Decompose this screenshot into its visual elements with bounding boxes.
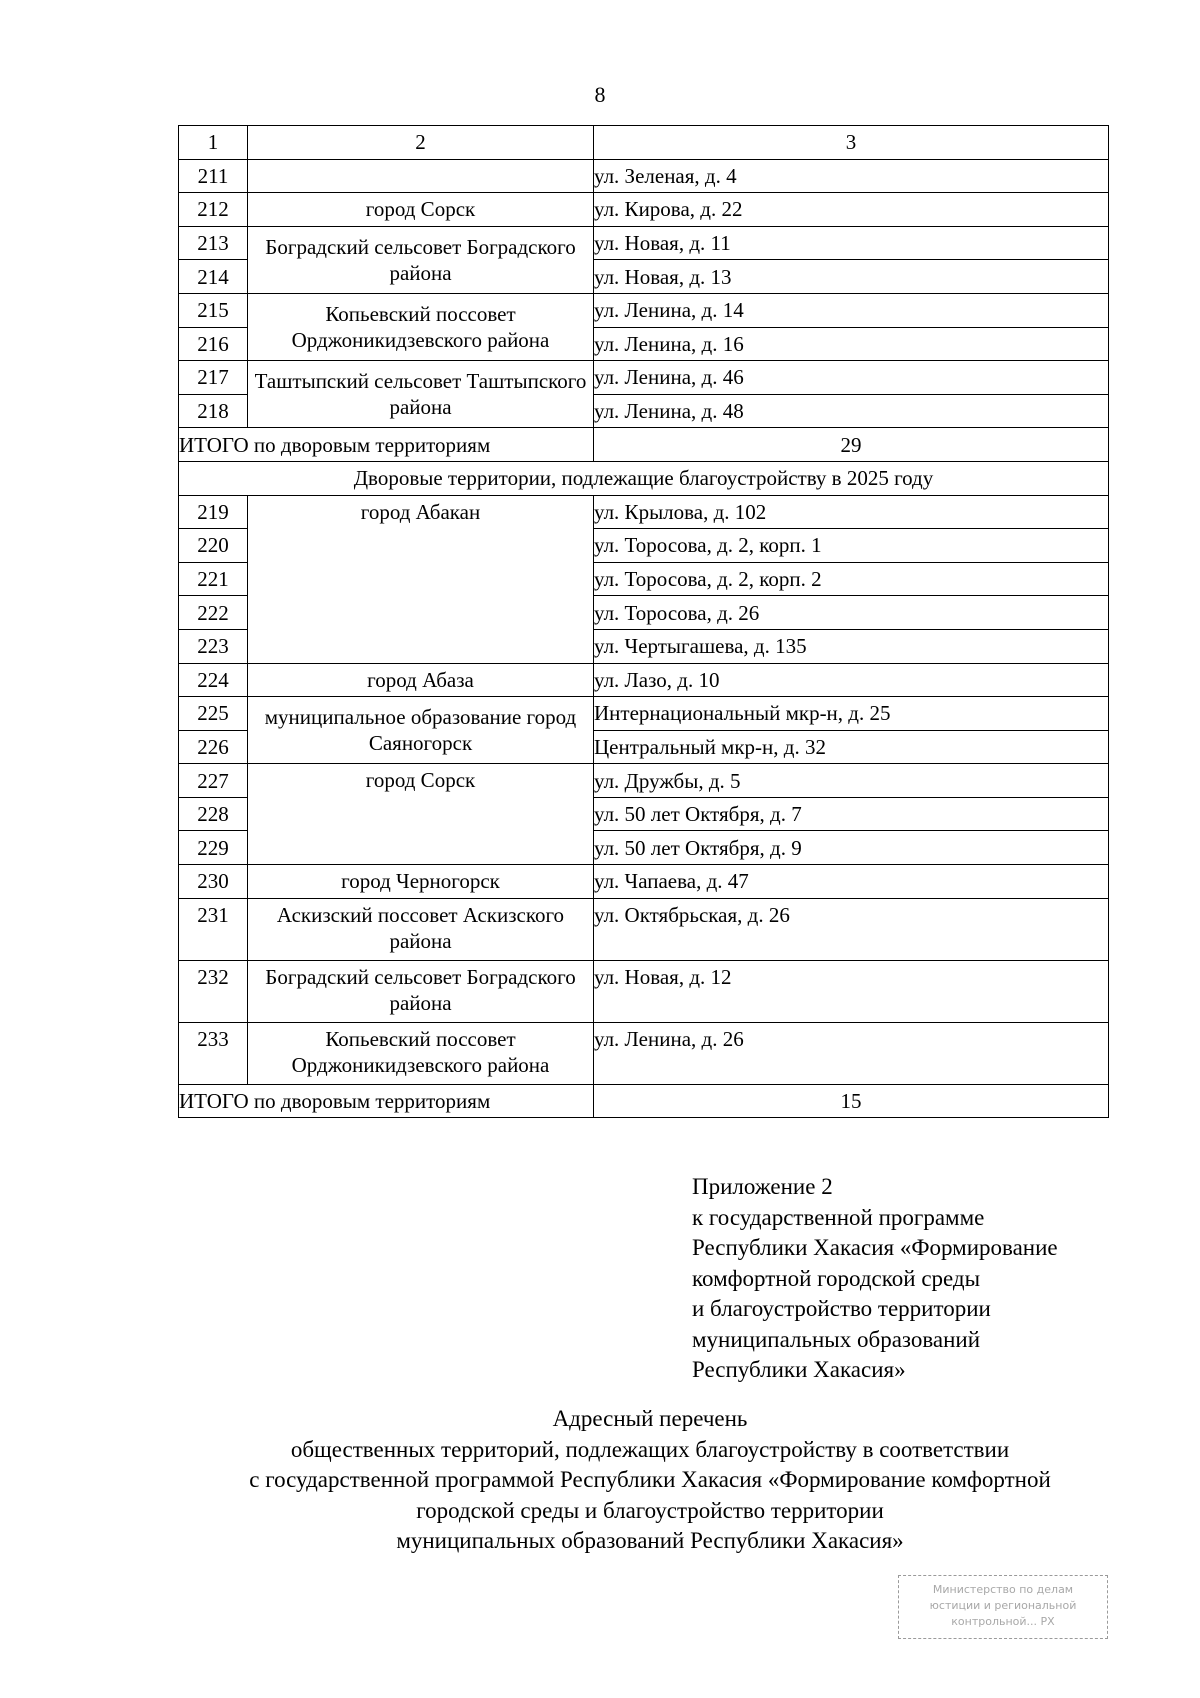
row-number: 230: [179, 865, 248, 899]
table-row: [179, 193, 1109, 227]
row-address: ул. Кирова, д. 22: [594, 193, 1109, 227]
page-number: 8: [594, 82, 606, 107]
total-value: 15: [594, 1084, 1109, 1118]
appendix-line: и благоустройство территории: [692, 1296, 991, 1321]
appendix-line: муниципальных образований: [692, 1326, 981, 1352]
row-address: ул. Новая, д. 12: [594, 960, 1109, 1022]
row-area: город Сорск: [248, 764, 594, 865]
row-address: ул. Торосова, д. 26: [594, 596, 1109, 630]
total-label: ИТОГО по дворовым территориям: [179, 428, 594, 462]
table-row: [179, 1022, 1109, 1084]
section-title: Дворовые территории, подлежащие благоустройству в 2025 году: [179, 461, 1109, 495]
row-area: Копьевский поссовет Орджоникидзевского района: [248, 1022, 594, 1084]
row-number: 221: [179, 562, 248, 596]
row-address: ул. Торосова, д. 2, корп. 2: [594, 562, 1109, 596]
row-address: ул. 50 лет Октября, д. 7: [594, 797, 1109, 831]
row-area: город Сорск: [248, 193, 594, 227]
title-line: Адресный перечень: [552, 1406, 748, 1431]
row-number: 222: [179, 596, 248, 630]
appendix-line: комфортной городской среды: [692, 1265, 981, 1291]
row-number: 215: [179, 293, 248, 327]
row-number: 223: [179, 629, 248, 663]
total-row: [179, 428, 1109, 462]
row-number: 211: [179, 159, 248, 193]
title-line: с государственной программой Республики Хакасия «Формирование комфортной: [249, 1467, 1051, 1492]
row-address: ул. Чапаева, д. 47: [594, 865, 1109, 899]
row-address: Интернациональный мкр-н, д. 25: [594, 697, 1109, 731]
appendix-line: к государственной программе: [692, 1204, 985, 1230]
row-number: 231: [179, 898, 248, 960]
row-area: Боградский сельсовет Боградского района: [248, 960, 594, 1022]
header-col-2: 2: [248, 126, 594, 160]
table-row: [179, 495, 1109, 529]
row-address: ул. Торосова, д. 2, корп. 1: [594, 529, 1109, 563]
row-address: ул. Зеленая, д. 4: [594, 159, 1109, 193]
row-address: ул. Ленина, д. 46: [594, 361, 1109, 395]
table-row: [179, 960, 1109, 1022]
title-line: муниципальных образований Республики Хакасия»: [396, 1528, 904, 1553]
row-address: ул. Октябрьская, д. 26: [594, 898, 1109, 960]
row-area: Копьевский поссовет Орджоникидзевского района: [248, 293, 594, 360]
total-label: ИТОГО по дворовым территориям: [179, 1084, 594, 1118]
row-area: Аскизский поссовет Аскизского района: [248, 898, 594, 960]
row-number: 219: [179, 495, 248, 529]
table-row: [179, 865, 1109, 899]
header-col-1: 1: [179, 126, 248, 160]
total-row: [179, 1084, 1109, 1118]
row-address: ул. Ленина, д. 48: [594, 394, 1109, 428]
appendix-line: Республики Хакасия»: [692, 1357, 906, 1382]
header-col-3: 3: [594, 126, 1109, 160]
document-title: [0, 1404, 1200, 1557]
registration-stamp: [898, 1575, 1108, 1639]
row-address: ул. Ленина, д. 14: [594, 293, 1109, 327]
stamp-line: контрольной... РХ: [951, 1615, 1055, 1628]
row-address: ул. Крылова, д. 102: [594, 495, 1109, 529]
title-line: общественных территорий, подлежащих благоустройству в соответствии: [290, 1436, 1010, 1462]
appendix-block: [692, 1172, 1112, 1386]
stamp-line: юстиции и региональной: [929, 1599, 1077, 1612]
row-address: Центральный мкр-н, д. 32: [594, 730, 1109, 764]
row-number: 218: [179, 394, 248, 428]
row-number: 227: [179, 764, 248, 798]
row-address: ул. Чертыгашева, д. 135: [594, 629, 1109, 663]
row-address: ул. Ленина, д. 16: [594, 327, 1109, 361]
table-row: [179, 764, 1109, 798]
table-row: [179, 159, 1109, 193]
row-number: 216: [179, 327, 248, 361]
table-row: [179, 697, 1109, 731]
row-address: ул. Ленина, д. 26: [594, 1022, 1109, 1084]
row-number: 213: [179, 226, 248, 260]
row-number: 228: [179, 797, 248, 831]
row-number: 233: [179, 1022, 248, 1084]
row-area: [248, 159, 594, 193]
row-area: муниципальное образование город Саяногорск: [248, 697, 594, 764]
appendix-line: Приложение 2: [692, 1174, 833, 1199]
row-number: 232: [179, 960, 248, 1022]
row-number: 220: [179, 529, 248, 563]
row-area: город Абаза: [248, 663, 594, 697]
row-area: Боградский сельсовет Боградского района: [248, 226, 594, 293]
row-number: 212: [179, 193, 248, 227]
row-address: ул. Новая, д. 13: [594, 260, 1109, 294]
row-number: 214: [179, 260, 248, 294]
table-row: [179, 293, 1109, 327]
table-row: [179, 226, 1109, 260]
table-row: [179, 361, 1109, 395]
row-number: 226: [179, 730, 248, 764]
row-number: 229: [179, 831, 248, 865]
row-address: ул. Новая, д. 11: [594, 226, 1109, 260]
table-row: [179, 663, 1109, 697]
row-number: 224: [179, 663, 248, 697]
row-number: 225: [179, 697, 248, 731]
total-value: 29: [594, 428, 1109, 462]
stamp-line: Министерство по делам: [932, 1583, 1074, 1596]
table-header-row: [179, 126, 1109, 160]
row-address: ул. Лазо, д. 10: [594, 663, 1109, 697]
appendix-line: Республики Хакасия «Формирование: [692, 1235, 1058, 1260]
row-area: город Абакан: [248, 495, 594, 663]
row-number: 217: [179, 361, 248, 395]
row-area: Таштыпский сельсовет Таштыпского района: [248, 361, 594, 428]
section-row: [179, 461, 1109, 495]
title-line: городской среды и благоустройство территории: [416, 1497, 884, 1523]
address-table: [178, 125, 1109, 1118]
row-area: город Черногорск: [248, 865, 594, 899]
table-row: [179, 898, 1109, 960]
row-address: ул. Дружбы, д. 5: [594, 764, 1109, 798]
row-address: ул. 50 лет Октября, д. 9: [594, 831, 1109, 865]
